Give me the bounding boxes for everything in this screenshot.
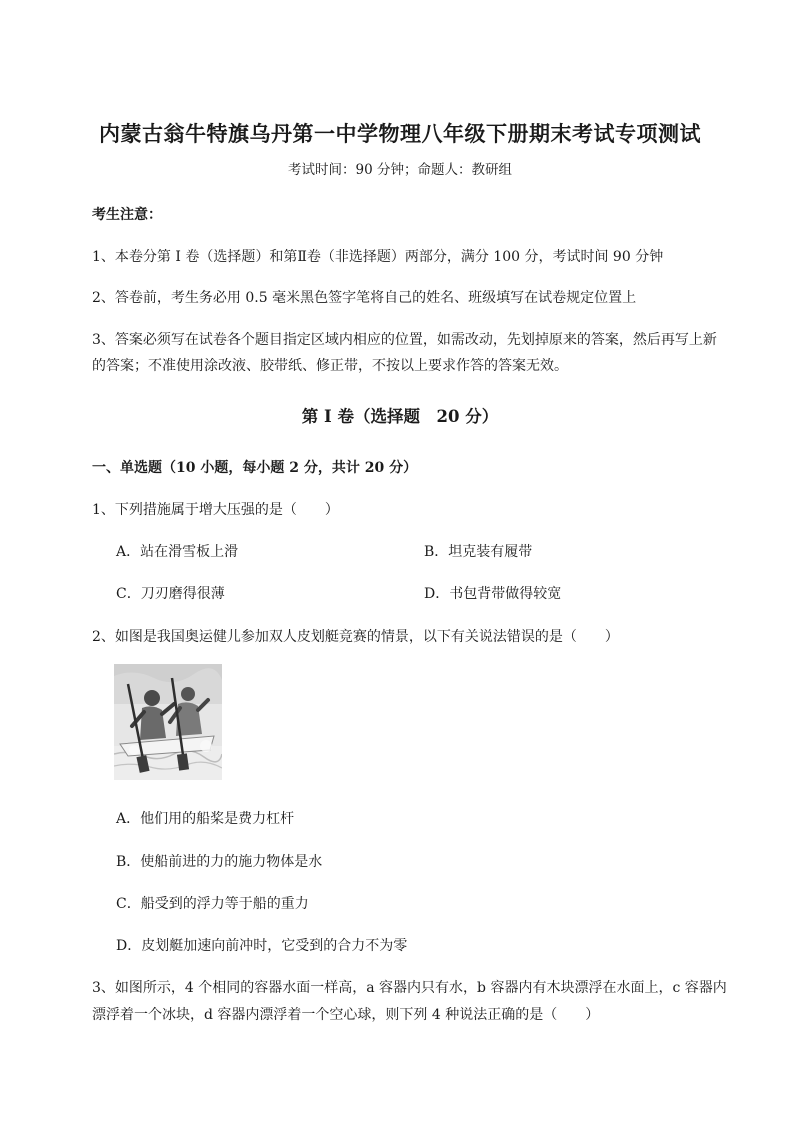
- exam-subtitle: 考试时间：90 分钟；命题人：教研组: [288, 162, 512, 178]
- notice-heading: 考生注意：: [92, 207, 162, 223]
- notice-item-1: 1、本卷分第 I 卷（选择题）和第Ⅱ卷（非选择题）两部分，满分 100 分，考试时间 90 分钟: [92, 249, 664, 265]
- question-1-option-d[interactable]: D．书包背带做得较宽: [424, 586, 562, 602]
- question-2-stem: 2、如图是我国奥运健儿参加双人皮划艇竞赛的情景，以下有关说法错误的是（ ）: [92, 629, 619, 645]
- kayak-photo: [114, 664, 222, 780]
- exam-title: 内蒙古翁牛特旗乌丹第一中学物理八年级下册期末考试专项测试: [99, 121, 701, 146]
- question-1-option-b[interactable]: B．坦克装有履带: [424, 544, 533, 560]
- question-1-stem: 1、下列措施属于增大压强的是（ ）: [92, 502, 339, 518]
- kayak-illustration: [114, 664, 222, 780]
- question-2-option-a[interactable]: A．他们用的船桨是费力杠杆: [116, 811, 295, 827]
- question-3-stem-line-2: 漂浮着一个冰块，d 容器内漂浮着一个空心球，则下列 4 种说法正确的是（ ）: [92, 1007, 600, 1023]
- question-1-option-c[interactable]: C．刀刃磨得很薄: [116, 586, 225, 602]
- question-2-option-b[interactable]: B．使船前进的力的施力物体是水: [116, 854, 323, 870]
- question-3-stem-line-1: 3、如图所示，4 个相同的容器水面一样高，a 容器内只有水，b 容器内有木块漂浮在水面上，c 容器内: [92, 980, 727, 996]
- part-heading: 一、单选题（10 小题，每小题 2 分，共计 20 分）: [92, 460, 418, 476]
- notice-item-2: 2、答卷前，考生务必用 0.5 毫米黑色签字笔将自己的姓名、班级填写在试卷规定位置上: [92, 290, 637, 306]
- section-title: 第 I 卷（选择题 20 分）: [301, 407, 499, 426]
- notice-item-3: 3、答案必须写在试卷各个题目指定区域内相应的位置，如需改动，先划掉原来的答案，然后再写上新: [92, 332, 717, 348]
- question-2-option-c[interactable]: C．船受到的浮力等于船的重力: [116, 896, 309, 912]
- notice-item-3-cont: 的答案；不准使用涂改液、胶带纸、修正带，不按以上要求作答的答案无效。: [92, 358, 568, 374]
- question-2-option-d[interactable]: D．皮划艇加速向前冲时，它受到的合力不为零: [116, 938, 408, 954]
- question-1-option-a[interactable]: A．站在滑雪板上滑: [116, 544, 239, 560]
